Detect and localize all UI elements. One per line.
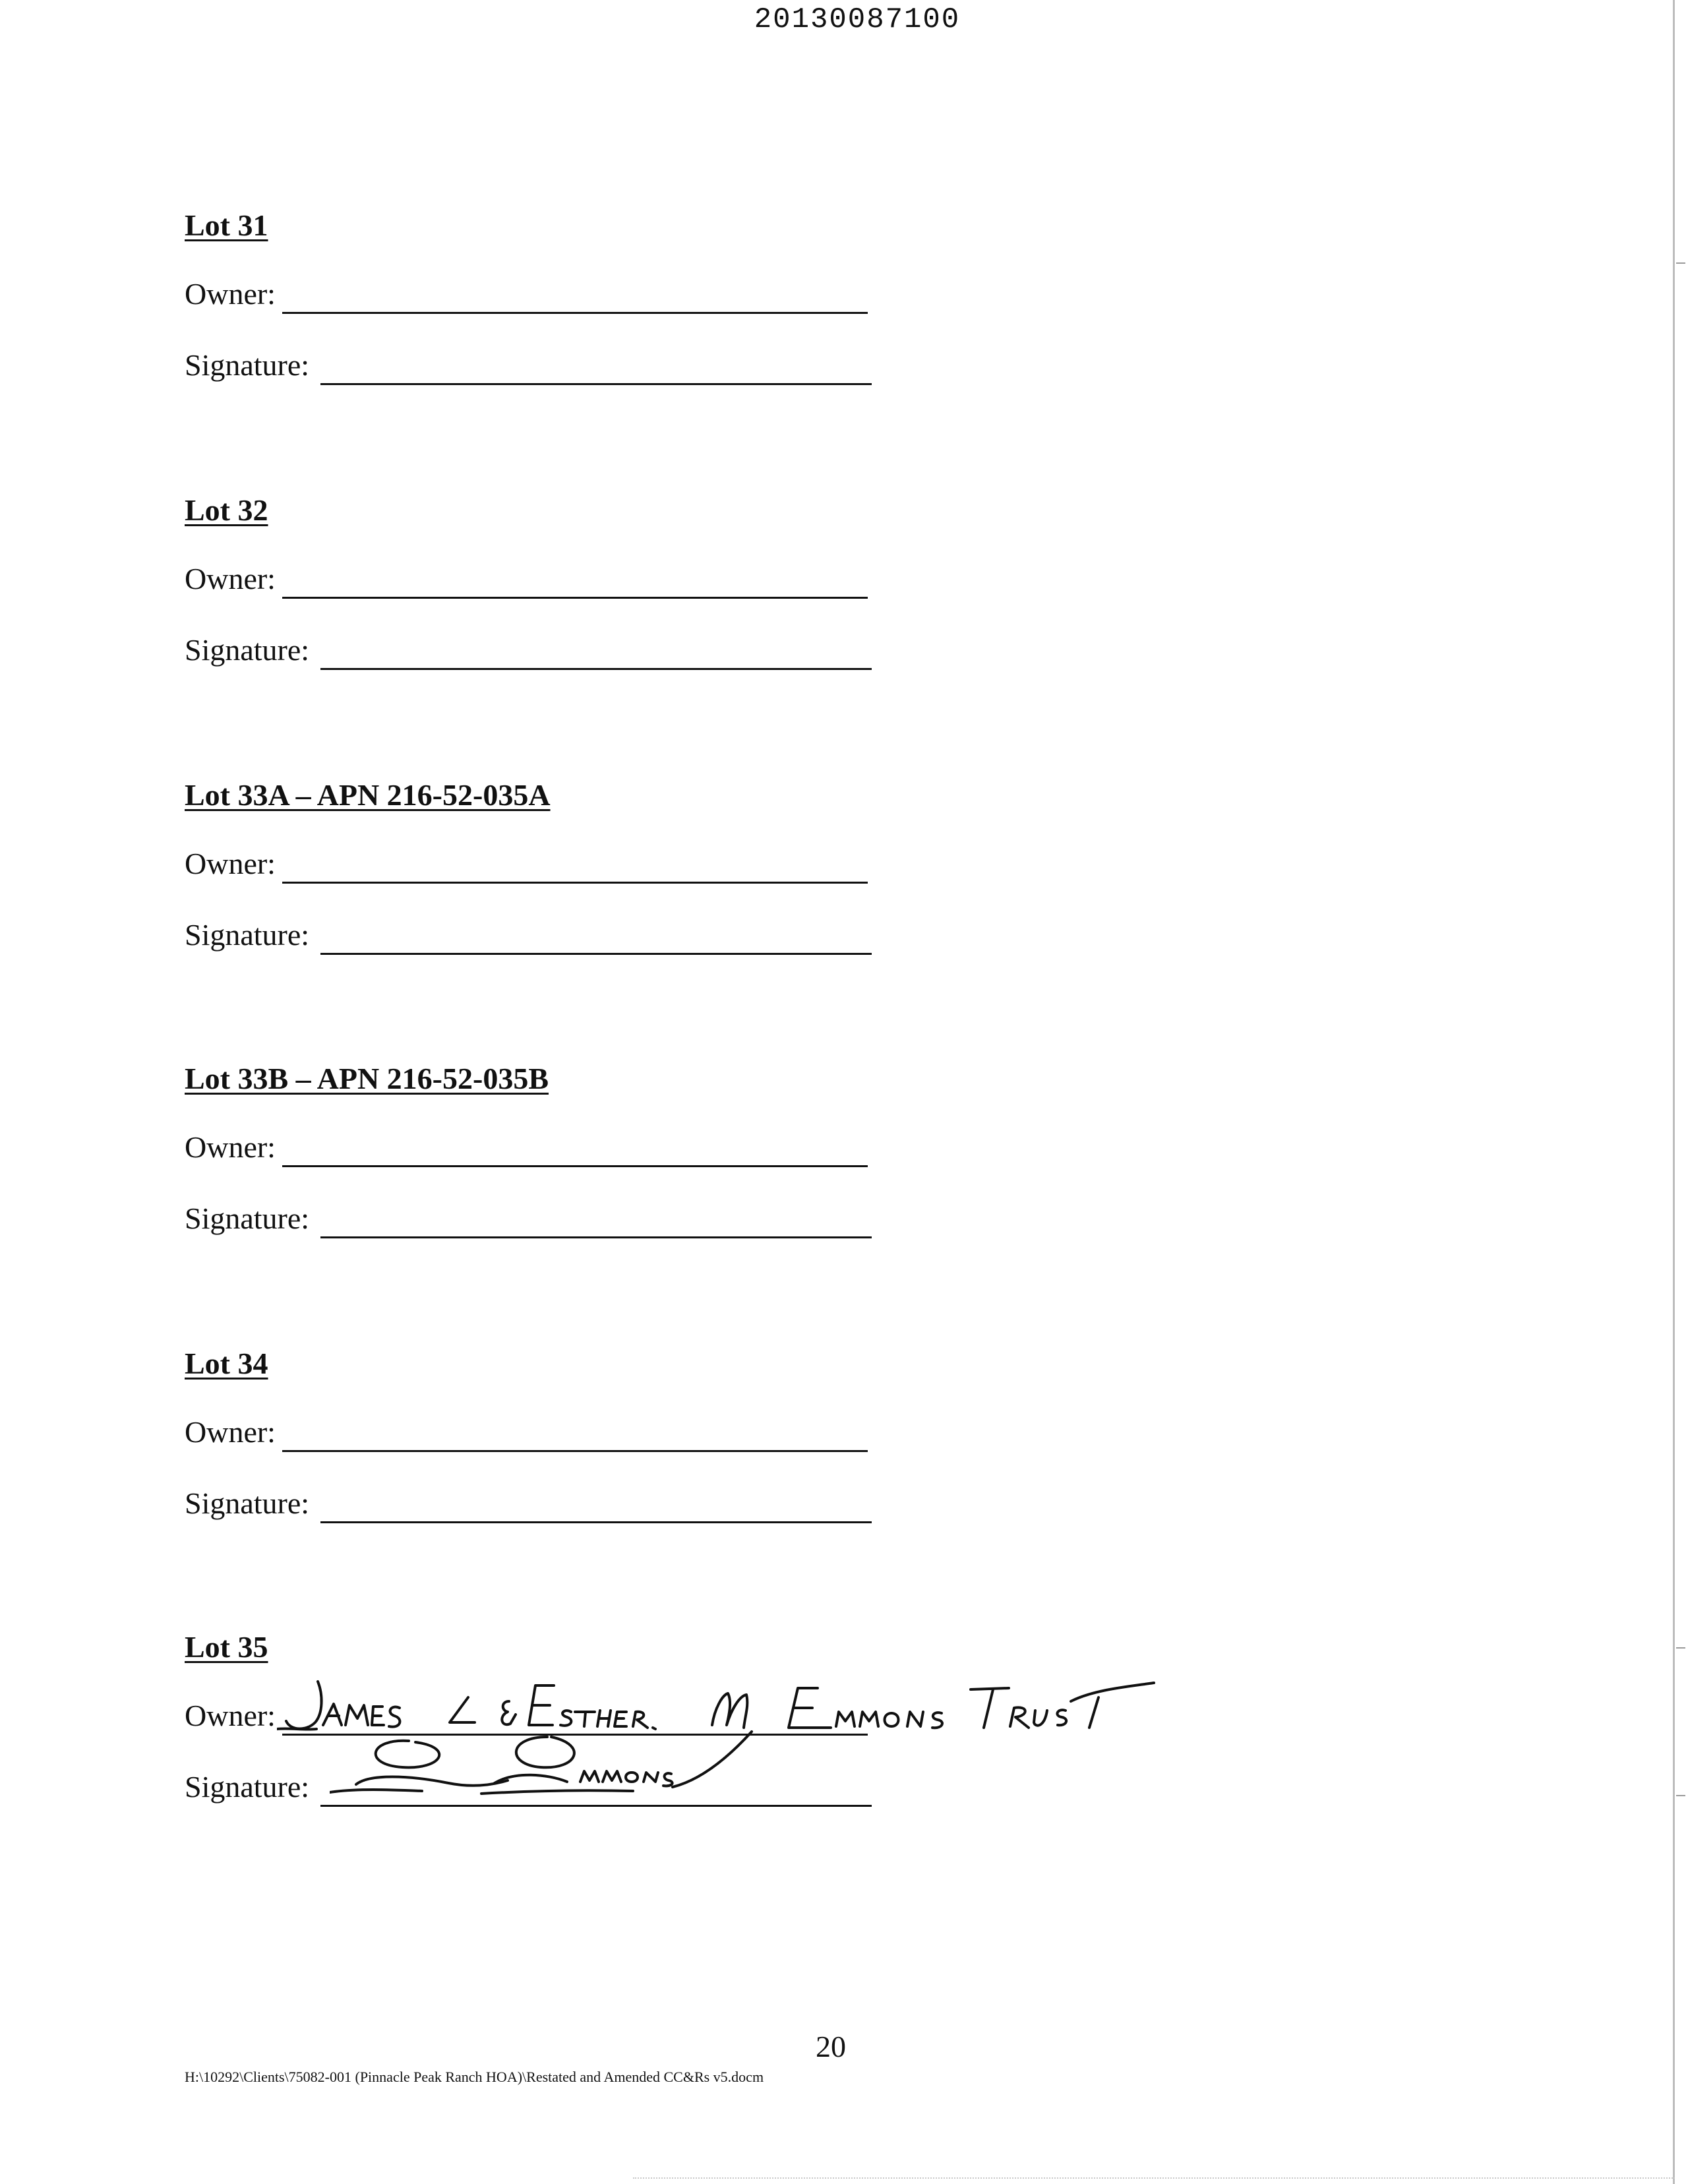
lot-35-block (185, 1629, 1240, 1827)
owner-label: Owner: (185, 1699, 276, 1732)
lot-33a-block (185, 777, 1240, 975)
lot-33b-block (185, 1060, 1240, 1258)
signature-label: Signature: (185, 348, 310, 382)
scan-edge-line (1673, 0, 1675, 2184)
owner-label: Owner: (185, 1130, 276, 1164)
signature-label: Signature: (185, 1486, 310, 1520)
owner-field[interactable] (185, 1414, 1240, 1453)
signature-field[interactable] (185, 1769, 1240, 1808)
scan-edge-tick (1676, 262, 1685, 264)
owner-label: Owner: (185, 277, 276, 311)
scan-edge-tick (1676, 1795, 1685, 1796)
lot-34-block (185, 1345, 1240, 1543)
owner-field[interactable] (185, 845, 1240, 885)
lot-heading: Lot 34 (185, 1347, 268, 1380)
recording-number: 20130087100 (754, 3, 961, 36)
signature-field[interactable] (185, 347, 1240, 386)
owner-line (282, 597, 868, 599)
owner-line (282, 1165, 868, 1167)
owner-label: Owner: (185, 1415, 276, 1449)
lot-heading: Lot 32 (185, 493, 268, 527)
lot-heading: Lot 33A – APN 216-52-035A (185, 778, 551, 812)
signature-line (320, 953, 872, 955)
signature-field[interactable] (185, 1485, 1240, 1525)
signature-field[interactable] (185, 917, 1240, 956)
lot-heading: Lot 33B – APN 216-52-035B (185, 1062, 549, 1095)
owner-line (282, 1450, 868, 1452)
signature-line (320, 1521, 872, 1523)
lot-heading: Lot 31 (185, 208, 268, 242)
owner-label: Owner: (185, 562, 276, 595)
signature-line (320, 1236, 872, 1238)
signature-line (320, 383, 872, 385)
owner-label: Owner: (185, 847, 276, 880)
signature-line (320, 668, 872, 670)
scan-bottom-edge (633, 2177, 1675, 2179)
document-file-path: H:\10292\Clients\75082-001 (Pinnacle Peak Ranch HOA)\Restated and Amended CC&Rs v5.docm (185, 2069, 764, 2085)
signature-label: Signature: (185, 633, 310, 667)
owner-field[interactable] (185, 1129, 1240, 1168)
owner-line (282, 1734, 868, 1736)
signature-field[interactable] (185, 1200, 1240, 1240)
signature-label: Signature: (185, 1201, 310, 1235)
owner-field[interactable] (185, 276, 1240, 315)
scan-edge-tick (1676, 1647, 1685, 1649)
owner-line (282, 312, 868, 314)
signature-line (320, 1805, 872, 1807)
signature-label: Signature: (185, 918, 310, 952)
lot-32-block (185, 492, 1240, 690)
lot-heading: Lot 35 (185, 1630, 268, 1664)
lot-31-block (185, 207, 1240, 405)
signature-field[interactable] (185, 632, 1240, 671)
owner-field[interactable] (185, 561, 1240, 600)
page-number: 20 (816, 2030, 846, 2063)
owner-line (282, 882, 868, 884)
signature-label: Signature: (185, 1770, 310, 1804)
owner-field[interactable] (185, 1697, 1240, 1737)
